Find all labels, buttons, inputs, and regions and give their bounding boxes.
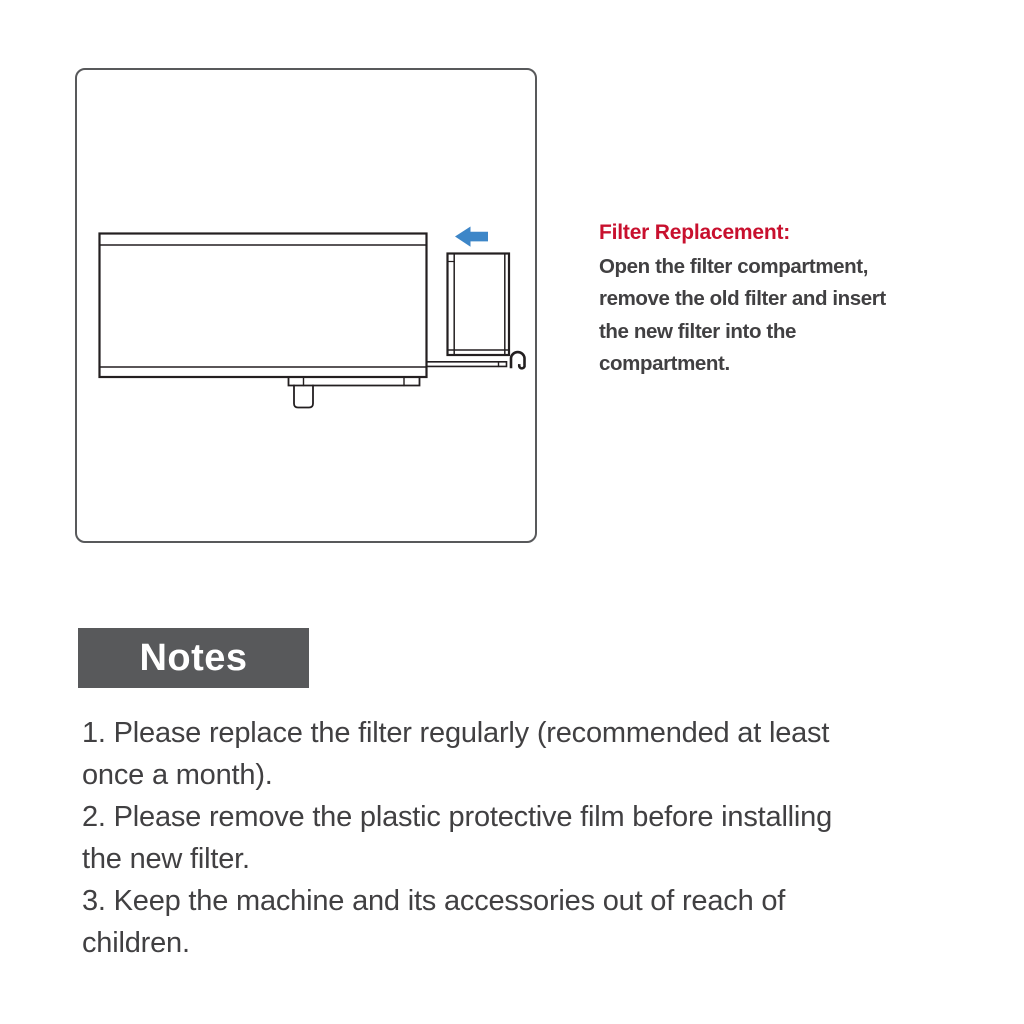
machine-body-outline: [100, 234, 427, 378]
instruction-line: Open the filter compartment,: [599, 255, 869, 278]
note-line: children.: [82, 927, 190, 959]
note-line: 3. Keep the machine and its accessories out of reach of: [82, 885, 786, 917]
notes-header: [78, 628, 309, 688]
instruction-title: Filter Replacement:: [599, 221, 791, 244]
note-line: 2. Please remove the plastic protective film before installing: [82, 801, 833, 833]
instruction-line: the new filter into the: [599, 319, 796, 343]
machine-drain-foot: [294, 386, 313, 408]
instruction-line: remove the old filter and insert: [599, 287, 886, 311]
note-line: 1. Please replace the filter regularly (recommended at least: [82, 717, 830, 749]
instruction-section: [599, 219, 989, 381]
note-line: the new filter.: [82, 843, 250, 875]
instruction-line: compartment.: [599, 352, 730, 376]
filter-cartridge: [448, 254, 510, 356]
left-arrow-icon: [455, 227, 488, 247]
machine-base-flange: [289, 377, 420, 386]
diagram-panel: [75, 68, 537, 543]
notes-list: [82, 712, 992, 964]
filter-rail: [427, 362, 507, 367]
note-line: once a month).: [82, 759, 273, 791]
drain-hook: [511, 352, 525, 368]
notes-header-label: Notes: [139, 636, 248, 679]
filter-replacement-diagram: [77, 70, 535, 541]
